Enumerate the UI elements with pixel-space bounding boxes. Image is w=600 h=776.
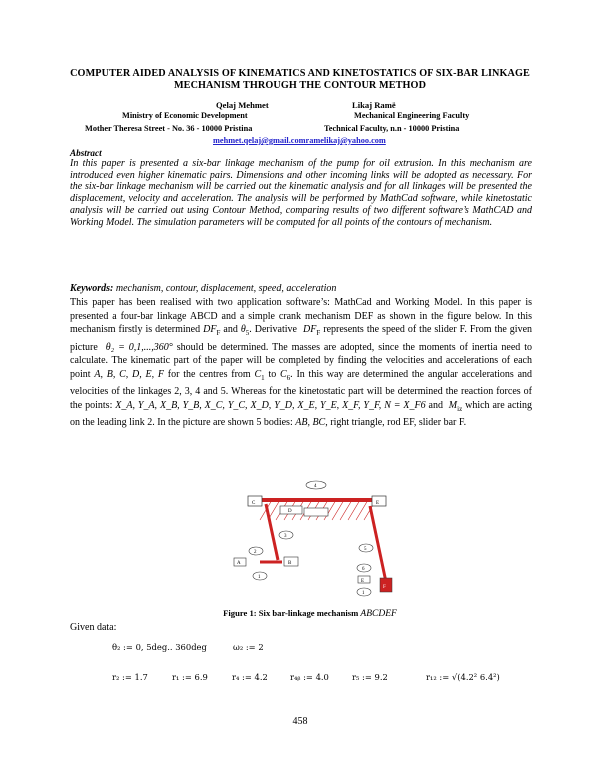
author-right-name: Likaj Ramë	[352, 100, 396, 110]
tag-1b: 1	[362, 591, 365, 596]
label-e: E	[376, 501, 380, 506]
body-centres: for the centres from	[164, 368, 251, 380]
body-text-6: , right triangle, rod EF, slider bar F.	[325, 417, 467, 428]
sym-df-2: DF	[303, 324, 317, 335]
tag-3: 3	[284, 534, 287, 539]
given-data-label: Given data:	[70, 622, 117, 633]
label-c: C	[252, 501, 256, 506]
eq-r12: r₁₂ := √(4.2² 6.4²)	[426, 672, 500, 682]
author-left-address: Mother Theresa Street - No. 36 - 10000 Pristina	[85, 124, 253, 133]
body-text-4: . In this way are determined the angular accelerations and velocities of the linkages 2, 3, 4 and 5. Whereas for the kinetostatic part will be determined the reaction forces of the points:	[70, 368, 533, 411]
label-d: D	[288, 509, 292, 514]
sym-df: DF	[203, 324, 217, 335]
points-list: A, B, C, D, E, F	[94, 368, 165, 380]
body-text-3: should be determined. The masses are adopted, since the moments of inertia need to calculate. The kinematic part of the paper will be completed by finding the velocities and accelerations of each point	[70, 341, 533, 380]
ground-pin	[304, 508, 328, 516]
tag-6: 6	[362, 567, 365, 572]
link-4	[248, 498, 384, 502]
caption-italic: ABCDEF	[360, 609, 397, 619]
eq-theta-range: θ₂ := 0, 5deg.. 360deg	[112, 642, 207, 652]
body-to: to	[264, 368, 277, 380]
label-a: A	[237, 561, 241, 566]
forces-list: X_A, Y_A, X_B, Y_B, X_C, Y_C, X_D, Y_D, X_E, Y_E, X_F, Y_F, N = X_F6	[115, 399, 426, 411]
sym-c1: C	[254, 368, 262, 380]
body-text-2: represents the speed of the slider F. From the given picture	[70, 324, 533, 353]
body-text-1: This paper has been realised with two application software’s: MathCad and Working Model. In this paper is presented a four-bar linkage ABCD and a simple crank mechanism DEF as shown in the figure below. In this mechanism firstly is determined	[70, 297, 532, 335]
body-and-2: and	[425, 399, 443, 411]
slider-f	[380, 578, 392, 592]
keywords-line	[70, 283, 532, 294]
abstract-heading: Abstract	[70, 148, 102, 158]
label-f: F	[383, 585, 386, 590]
body-paragraph: This paper has been realised with two application software’s: MathCad and Working Model. In this paper is presented a four-bar linkage ABCD and a simple crank mechanism DEF as shown in the figure below. In this mechanism firstly is determined $DF_F$ and $\theta_5$. Derivative $DF_F$ represents the speed of the slider F. From the given picture θ₂ = 0,1,...,360° should be determined. The masses are adopted, since the moments of inertia need to calculate. The kinematic part of the paper will be completed by finding the velocities and accelerations of each point A, B, C, D, E, F for the centres from $C_1$ to $C_6$. In this way are determined the angular accelerations and velocities of the linkages 2, 3, 4 and 5. Whereas for the kinetostatic part will be determined the reaction forces of the points: X_A, Y_A, X_B, Y_B, X_C, Y_C, X_D, Y_D, X_E, Y_E, X_F, Y_F, N = X_F6 and $M_{iz}$ which are acting on the leading link 2. In the picture are shown 5 bodies: AB, BC, right triangle, rod EF, slider bar F.	[70, 297, 533, 428]
label-b: B	[288, 561, 292, 566]
bodies-list: AB, BC	[295, 417, 326, 428]
author-left-name: Qelaj Mehmet	[216, 100, 269, 110]
abstract-text: In this paper is presented a six-bar linkage mechanism of the pump for oil extrusion. In this mechanism are introduced even higher kinematic pairs. Dimensions and other incoming links will be adopted as necessary. For the six-bar linkage mechanism will be carried out the kinematic analysis and for all linkages will be presented the displacement, velocity and acceleration. The analysis will be performed by MathCad software, while kinetostatic analysis will be carried out using Contour Method, comparing results of two different software’s MathCAD and Working Model. The simulation parameters will be computed for all points of the contours of mechanism.	[70, 158, 532, 228]
eq-r5: r₅ := 9.2	[352, 672, 388, 682]
caption-bold: Figure 1: Six bar-linkage mechanism	[223, 608, 359, 618]
tag-4: 4	[314, 484, 317, 489]
eq-r1: r₁ := 6.9	[172, 672, 208, 682]
keywords-text: mechanism, contour, displacement, speed, acceleration	[113, 283, 337, 294]
tag-2: 2	[254, 550, 257, 555]
label-e2: E	[361, 579, 365, 584]
eq-r4: r₄ := 4.2	[232, 672, 268, 682]
eq-r4b: r₄ᵦ := 4.0	[290, 672, 329, 682]
body-text-mid: . Derivative	[249, 324, 297, 335]
eq-omega: ω₂ := 2	[233, 642, 264, 652]
eq-theta2: θ₂ = 0,1,...,360°	[105, 341, 173, 353]
author-right-org: Mechanical Engineering Faculty	[354, 111, 470, 120]
paper-title: COMPUTER AIDED ANALYSIS OF KINEMATICS AND KINETOSTATICS OF SIX-BAR LINKAGE MECHANISM THROUGH THE CONTOUR METHOD	[70, 68, 530, 91]
author-email-link[interactable]: mehmet.qelaj@gmail.comramelikaj@yahoo.com	[213, 136, 386, 145]
page-number: 458	[292, 716, 308, 727]
eq-r2: r₂ := 1.7	[112, 672, 148, 682]
body-text-5: which are acting on the leading link 2. In the picture are shown 5 bodies:	[70, 399, 532, 428]
keywords-label: Keywords:	[70, 283, 114, 294]
sym-c6: C	[280, 368, 287, 380]
mechanism-figure	[220, 478, 410, 608]
figure-caption	[200, 608, 420, 619]
sym-theta: θ	[240, 324, 246, 335]
author-left-org: Ministry of Economic Development	[122, 111, 248, 120]
sym-m: M	[448, 399, 458, 411]
body-and: and	[220, 324, 241, 335]
tag-1: 1	[258, 575, 261, 580]
author-right-address: Technical Faculty, n.n - 10000 Pristina	[324, 124, 460, 133]
tag-5: 5	[364, 547, 367, 552]
